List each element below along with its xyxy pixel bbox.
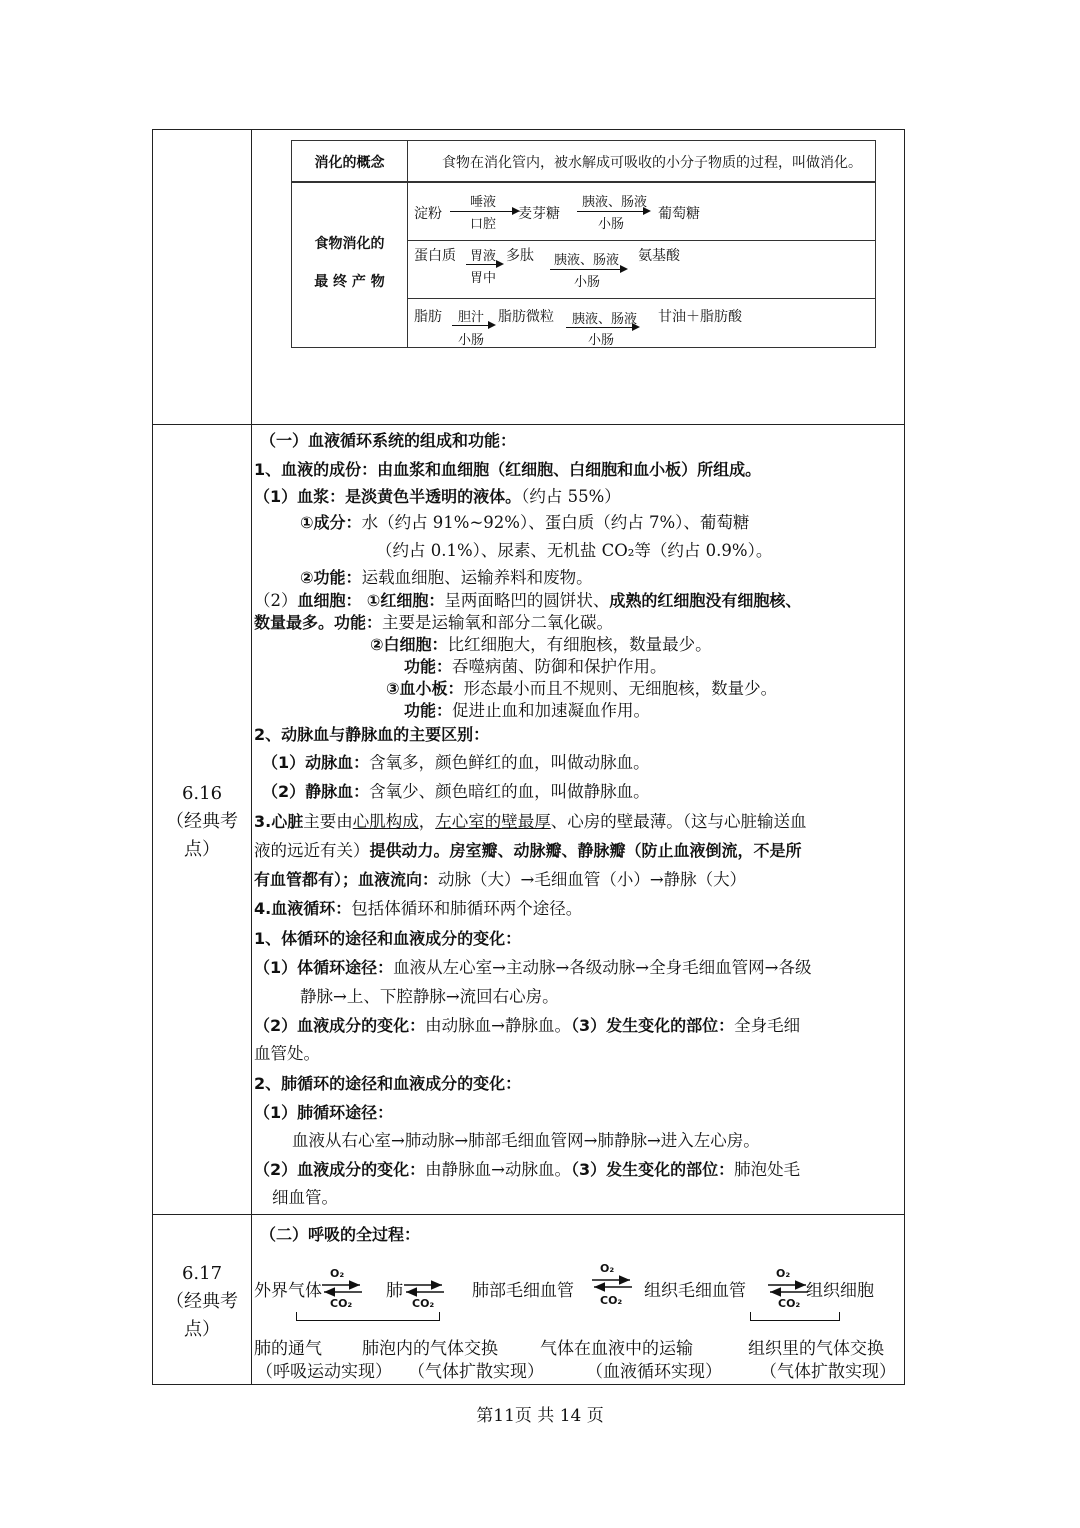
blood-circulation: （血液循环实现） (586, 1362, 722, 1382)
pulmonary-site-label: （3）发生变化的部位： (570, 1160, 735, 1179)
pulmonary-path-label: （1）肺循环途径： (254, 1103, 394, 1122)
circulation-text: 包括体循环和肺循环两个途径。 (351, 899, 583, 918)
pulmonary-site-2: 细血管。 (272, 1188, 338, 1207)
rbc-function-label: 数量最多。功能： (254, 613, 383, 632)
plasma-heading: （1）血浆：是淡黄色半透明的液体。 (254, 487, 522, 506)
small-intestine: 小肠 (588, 333, 615, 348)
blood-cell-label: 血细胞： (297, 591, 362, 610)
digestion-concept-label: 消化的概念 (314, 155, 385, 171)
pancreatic-intestinal-juice: 胰液、肠液 (582, 195, 648, 210)
bile: 胆汁 (458, 310, 485, 325)
pulmonary-site: 肺泡处毛 (734, 1160, 801, 1179)
wbc-function: 吞噬病菌、防御和保护作用。 (452, 657, 667, 676)
gas-diffusion: （气体扩散实现） (408, 1362, 544, 1382)
co2-label: CO₂ (412, 1297, 435, 1310)
plasma-percent: （约占 55%） (521, 487, 621, 506)
blood-flow-text: 动脉（大）→毛细血管（小）→静脉（大） (438, 870, 747, 889)
maltose: 麦芽糖 (518, 206, 560, 222)
glycerol-fatty-acid: 甘油＋脂肪酸 (658, 309, 742, 325)
bracket (750, 1312, 840, 1321)
venous-blood-label: （2）静脉血： (262, 782, 370, 801)
platelet-text: 形态最小而且不规则、无细胞核，数量少。 (463, 679, 778, 698)
saliva: 唾液 (470, 195, 497, 210)
wbc-text: 比红细胞大，有细胞核，数量最少。 (447, 635, 712, 654)
systemic-path-2: 静脉→上、下腔静脉→流回右心房。 (300, 987, 559, 1006)
end-products-label-2: 最 终 产 物 (314, 274, 385, 290)
platelet-function-label: 功能： (404, 701, 453, 720)
o2-label: O₂ (600, 1262, 615, 1275)
date-note: （经典考 (166, 1291, 238, 1312)
systemic-site-2: 血管处。 (254, 1044, 320, 1063)
heart-comma: ， (418, 812, 436, 831)
fat: 脂肪 (414, 309, 442, 325)
rbc-function: 主要是运输氧和部分二氧化碳。 (382, 613, 614, 632)
wbc-label: ②白细胞： (370, 635, 448, 654)
systemic-path-label: （1）体循环途径： (254, 958, 394, 977)
gastric-juice: 胃液 (470, 249, 497, 264)
composition-label: ①成分： (300, 513, 362, 532)
small-intestine: 小肠 (458, 333, 485, 348)
wbc-function-label: 功能： (404, 657, 453, 676)
heart-valves: 提供动力。房室瓣、动脉瓣、静脉瓣（防止血液倒流，不是所 (369, 841, 802, 860)
blood-flow-label: 有血管都有）；血液流向： (254, 870, 439, 889)
gas-diffusion: （气体扩散实现） (760, 1362, 896, 1382)
lung: 肺 (386, 1281, 403, 1301)
rbc-feature: 成熟的红细胞没有细胞核、 (609, 591, 802, 610)
tissue-capillary: 组织毛细血管 (644, 1281, 746, 1301)
heart-text-3: 液的远近有关） (254, 841, 370, 860)
pancreatic-intestinal-juice: 胰液、肠液 (554, 253, 620, 268)
co2-label: CO₂ (778, 1297, 801, 1310)
heart-text-2: 、心房的壁最薄。（这与心脏输送血 (550, 812, 807, 831)
alveolar-gas-exchange: 肺泡内的气体交换 (362, 1339, 498, 1359)
function-text: 运载血细胞、运输养料和废物。 (361, 568, 593, 587)
heart-label: 3.心脏 (254, 812, 304, 831)
date-6-17: 6.17 (181, 1263, 223, 1284)
pulmonary-heading: 2、肺循环的途径和血液成分的变化： (254, 1074, 522, 1093)
systemic-site-label: （3）发生变化的部位： (570, 1016, 735, 1035)
composition-text: 水（约占 91%~92%）、蛋白质（约占 7%）、葡萄糖 (361, 513, 750, 532)
pulmonary-change: 由静脉血→动脉血。 (425, 1160, 571, 1179)
pulmonary-change-label: （2）血液成分的变化： (254, 1160, 426, 1179)
arterial-blood-text: 含氧多，颜色鲜红的血，叫做动脉血。 (369, 753, 650, 772)
function-label: ②功能： (300, 568, 362, 587)
gas-transport-in-blood: 气体在血液中的运输 (540, 1339, 693, 1359)
date-note: 点） (184, 839, 220, 860)
starch: 淀粉 (414, 206, 442, 222)
date-note: （经典考 (166, 811, 238, 832)
tissue-gas-exchange: 组织里的气体交换 (748, 1339, 884, 1359)
systemic-change: 由动脉血→静脉血。 (425, 1016, 571, 1035)
pancreatic-intestinal-juice: 胰液、肠液 (572, 312, 638, 327)
artery-vein-heading: 2、动脉血与静脉血的主要区别： (254, 725, 490, 744)
circulation-label: 4.血液循环： (254, 899, 352, 918)
respiratory-movement: （呼吸运动实现） (256, 1362, 392, 1382)
small-intestine: 小肠 (574, 275, 601, 290)
co2-label: CO₂ (600, 1294, 623, 1307)
glucose: 葡萄糖 (658, 206, 700, 222)
pulmonary-path: 血液从右心室→肺动脉→肺部毛细血管网→肺静脉→进入左心房。 (292, 1131, 760, 1150)
heart-muscle: 心肌构成 (352, 812, 419, 831)
mouth: 口腔 (470, 217, 497, 232)
date-6-16: 6.16 (181, 783, 223, 804)
venous-blood-text: 含氧少、颜色暗红的血，叫做静脉血。 (369, 782, 650, 801)
external-air: 外界气体 (254, 1281, 322, 1301)
cell-number: （2） (254, 591, 298, 610)
section-heading: （一）血液循环系统的组成和功能： (260, 431, 517, 450)
systemic-site: 全身毛细 (734, 1016, 801, 1035)
pulmonary-capillary: 肺部毛细血管 (472, 1281, 574, 1301)
systemic-heading: 1、体循环的途径和血液成分的变化： (254, 929, 522, 948)
page-footer: 第11页 共 14 页 (476, 1406, 604, 1426)
stomach: 胃中 (470, 271, 497, 286)
left-ventricle-wall: 左心室的壁最厚 (435, 812, 551, 831)
date-note: 点） (184, 1319, 220, 1340)
systemic-path: 血液从左心室→主动脉→各级动脉→全身毛细血管网→各级 (393, 958, 812, 977)
digestion-concept-text: 食物在消化管内，被水解成可吸收的小分子物质的过程，叫做消化。 (442, 155, 862, 171)
respiration-heading: （二）呼吸的全过程： (260, 1225, 421, 1244)
systemic-change-label: （2）血液成分的变化： (254, 1016, 426, 1035)
platelet-label: ③血小板： (386, 679, 464, 698)
platelet-function: 促进止血和加速凝血作用。 (452, 701, 651, 720)
o2-label: O₂ (330, 1267, 345, 1280)
small-intestine: 小肠 (598, 217, 625, 232)
protein: 蛋白质 (414, 248, 456, 264)
polypeptide: 多肽 (506, 248, 534, 264)
end-products-label-1: 食物消化的 (314, 236, 385, 252)
bracket (296, 1312, 440, 1321)
arterial-blood-label: （1）动脉血： (262, 753, 370, 772)
pulmonary-ventilation: 肺的通气 (254, 1339, 322, 1359)
co2-label: CO₂ (330, 1297, 353, 1310)
rbc-label: ①红细胞： (366, 591, 445, 610)
blood-components: 1、血液的成份：由血浆和血细胞（红细胞、白细胞和血小板）所组成。 (254, 460, 762, 479)
composition-text-2: （约占 0.1%）、尿素、无机盐 CO₂等（约占 0.9%）。 (376, 541, 773, 560)
tissue-cell: 组织细胞 (806, 1281, 874, 1301)
heart-text: 主要由 (303, 812, 353, 831)
rbc-shape: 呈两面略凹的圆饼状、 (444, 591, 610, 610)
o2-label: O₂ (776, 1267, 791, 1280)
fat-particles: 脂肪微粒 (498, 309, 554, 325)
amino-acid: 氨基酸 (638, 248, 680, 264)
